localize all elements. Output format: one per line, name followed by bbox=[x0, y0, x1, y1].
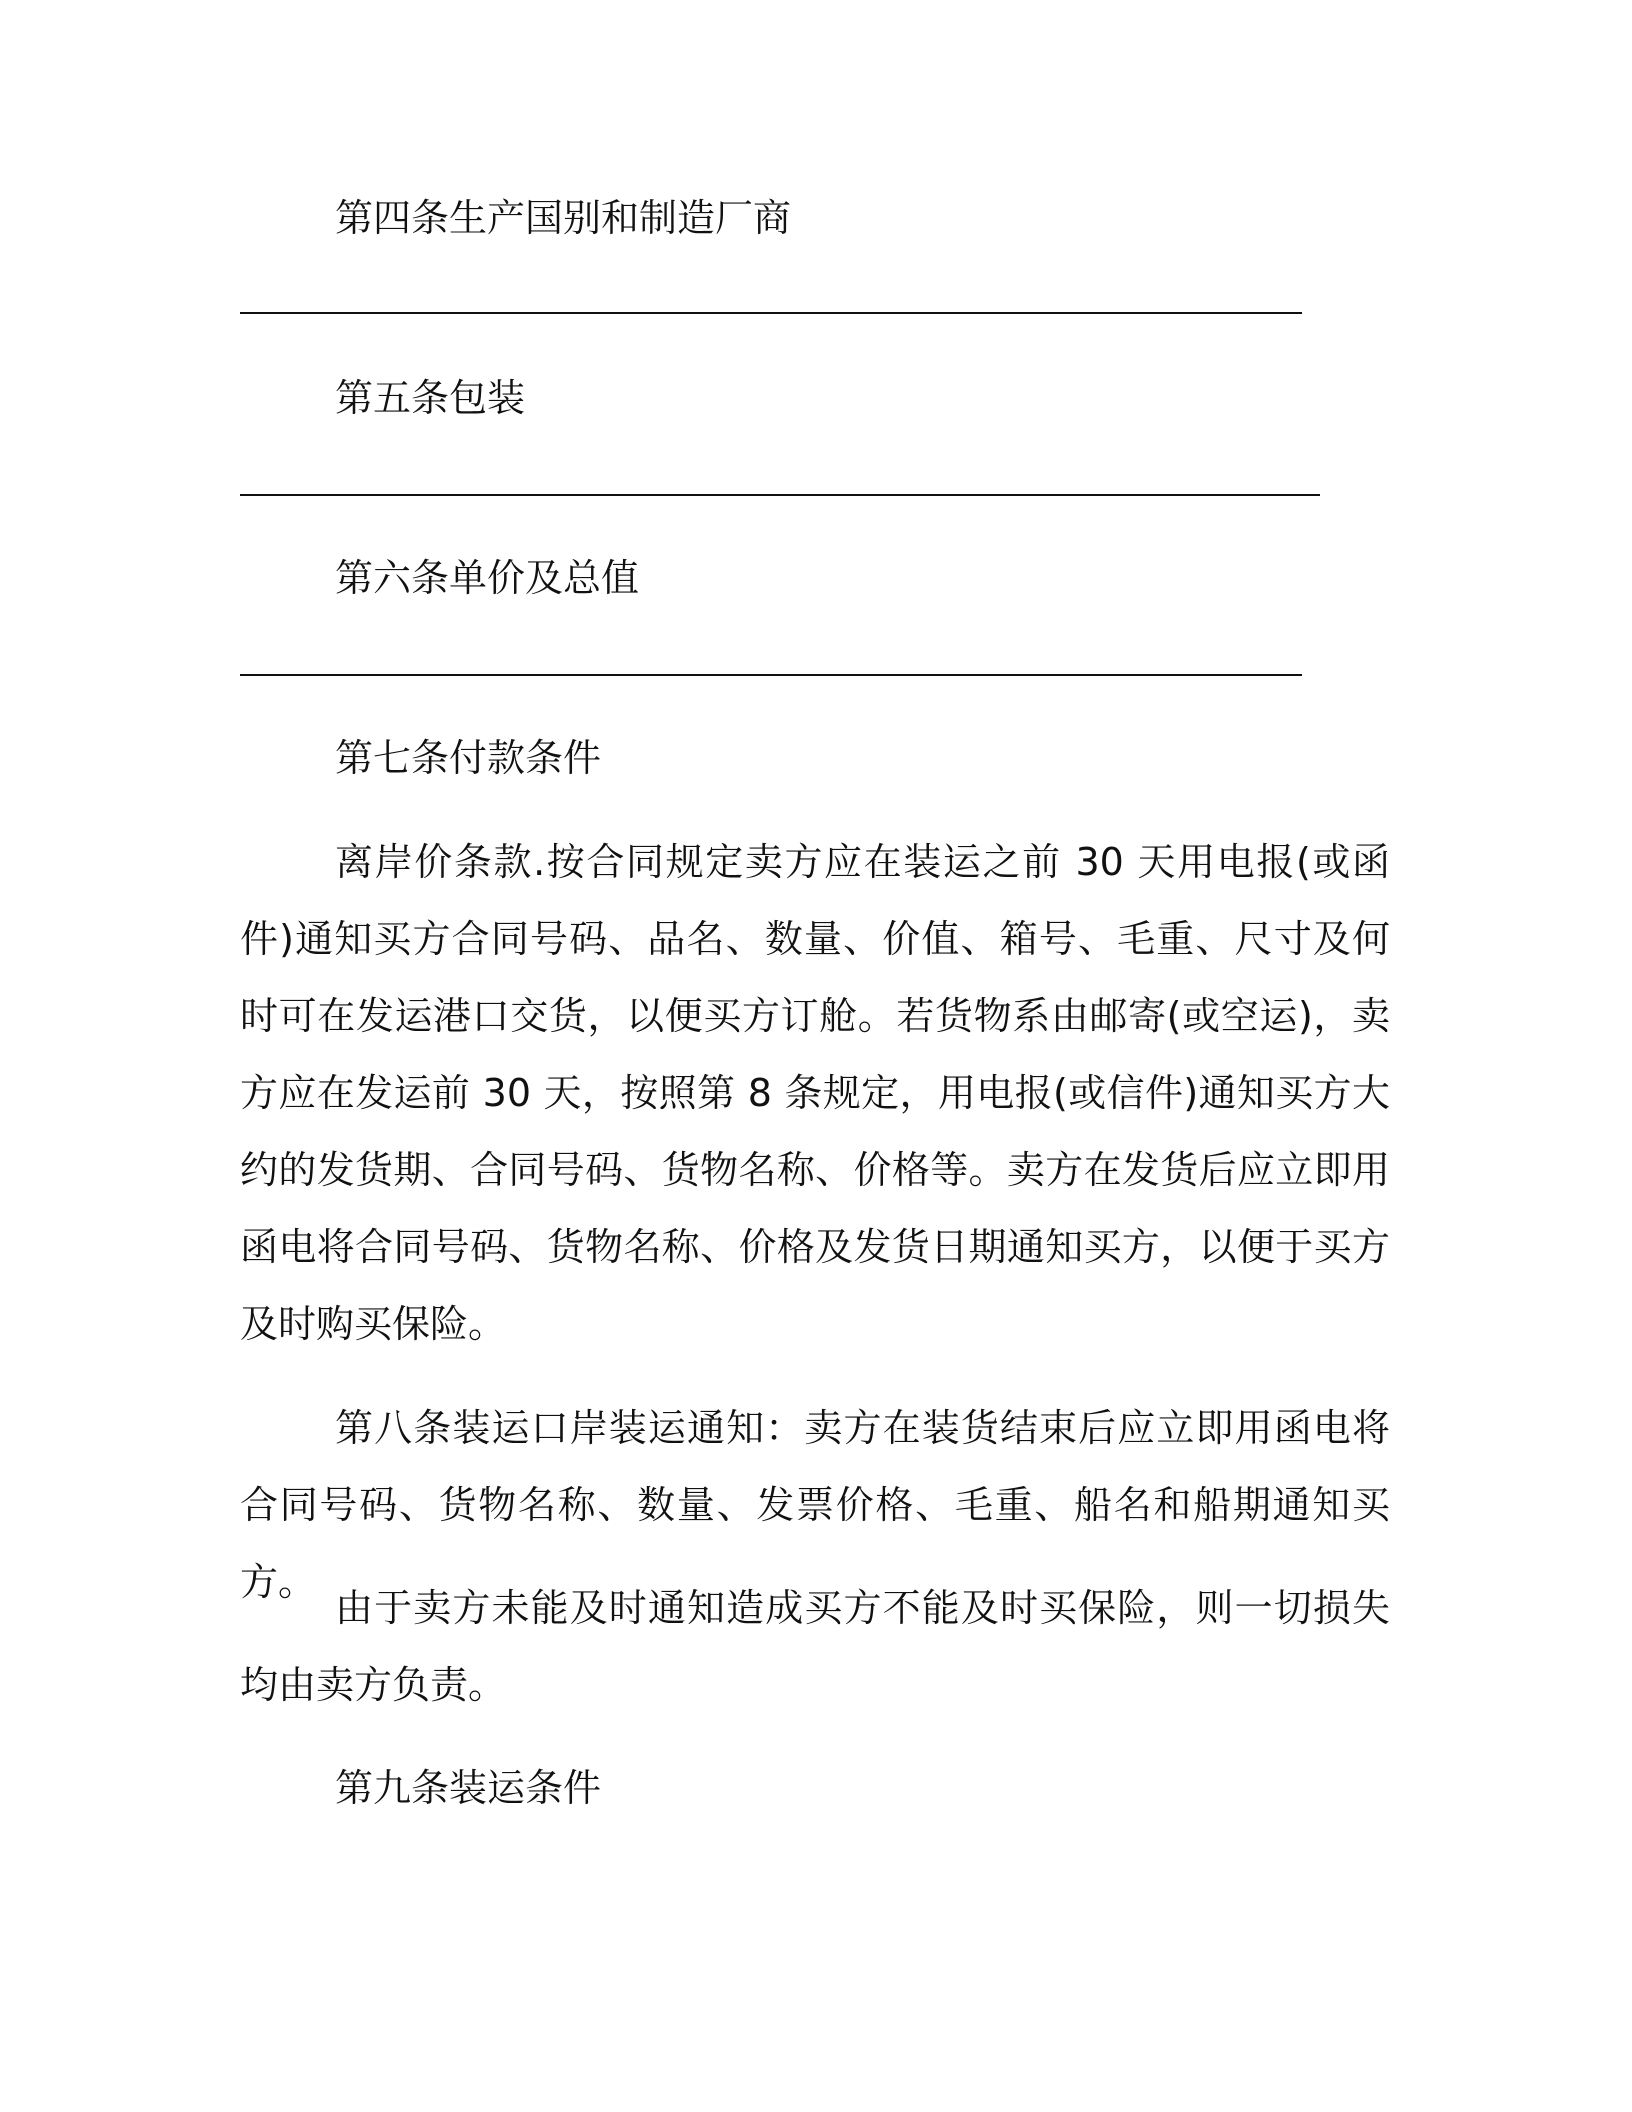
article-6-heading: 第六条单价及总值 bbox=[335, 556, 640, 600]
article-8-body: 第八条装运口岸装运通知：卖方在装货结束后应立即用函电将合同号码、货物名称、数量、发票价格、毛重、船名和船期通知买方。 bbox=[240, 1406, 1390, 1604]
article-4-heading: 第四条生产国别和制造厂商 bbox=[335, 196, 792, 240]
liability-body: 由于卖方未能及时通知造成买方不能及时买保险，则一切损失均由卖方负责。 bbox=[240, 1586, 1390, 1707]
article-5-fill-line bbox=[240, 494, 1320, 496]
article-9-heading: 第九条装运条件 bbox=[335, 1766, 602, 1810]
article-4-fill-line bbox=[240, 312, 1302, 314]
article-5-heading: 第五条包装 bbox=[335, 376, 526, 420]
article-6-fill-line bbox=[240, 674, 1302, 676]
article-7-heading: 第七条付款条件 bbox=[335, 736, 602, 780]
article-7-body: 离岸价条款.按合同规定卖方应在装运之前 30 天用电报(或函件)通知买方合同号码、品名、数量、价值、箱号、毛重、尺寸及何时可在发运港口交货，以便买方订舱。若货物系由邮寄(或空运)，卖方应在发运前 30 天，按照第 8 条规定，用电报(或信件)通知买方大约的发货期、合同号码、货物名称、价格等。卖方在发货后应立即用函电将合同号码、货物名称、价格及发货日期通知买方，以便于买方及时购买保险。 bbox=[240, 840, 1390, 1346]
